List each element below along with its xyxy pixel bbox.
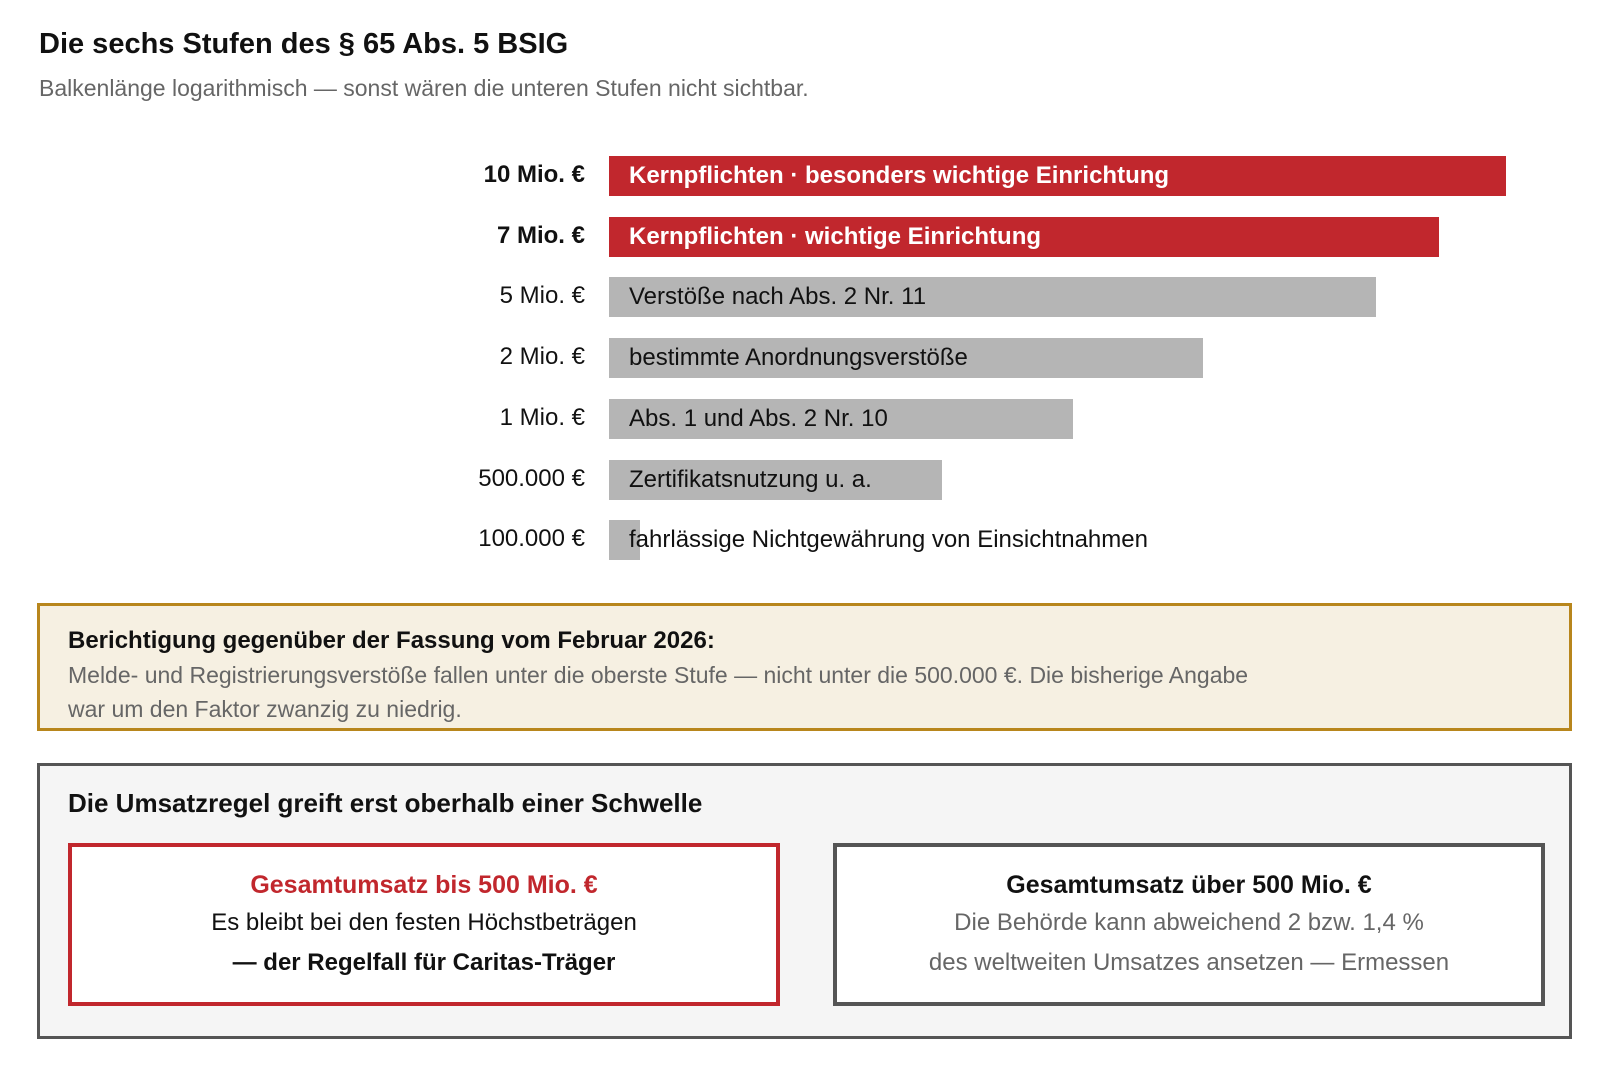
bar-chart (0, 140, 1600, 580)
card-over-500m-heading: Gesamtumsatz über 500 Mio. € (1006, 871, 1372, 899)
card-up-to-500m-heading: Gesamtumsatz bis 500 Mio. € (250, 871, 598, 899)
page-title: Die sechs Stufen des § 65 Abs. 5 BSIG (39, 28, 569, 60)
card-up-to-500m (68, 843, 780, 1006)
bar-data-label: Kernpflichten · wichtige Einrichtung (629, 222, 1042, 250)
bar-data-label: Zertifikatsnutzung u. a. (629, 465, 872, 493)
revenue-rule-panel (37, 763, 1572, 1039)
revenue-rule-title: Die Umsatzregel greift erst oberhalb einer Schwelle (68, 788, 703, 818)
bar-data-label: fahrlässige Nichtgewährung von Einsichtnahmen (629, 526, 1148, 554)
card-up-to-500m-line2: — der Regelfall für Caritas-Träger (232, 949, 616, 976)
card-over-500m (833, 843, 1545, 1006)
correction-note-title: Berichtigung gegenüber der Fassung vom Februar 2026: (68, 627, 715, 654)
bar-data-label: Kernpflichten · besonders wichtige Einrichtung (629, 162, 1170, 189)
card-over-500m-line2: des weltweiten Umsatzes ansetzen — Ermessen (928, 949, 1450, 976)
bar-category-label: 1 Mio. € (499, 403, 585, 431)
bar-category-label: 7 Mio. € (496, 221, 585, 249)
bar-category-label: 500.000 € (478, 464, 585, 492)
correction-note (37, 603, 1572, 731)
bar-category-label: 5 Mio. € (499, 282, 585, 310)
page-subtitle: Balkenlänge logarithmisch — sonst wären die unteren Stufen nicht sichtbar. (39, 75, 809, 101)
bar-data-label: bestimmte Anordnungsverstöße (629, 344, 968, 372)
bar-category-label: 10 Mio. € (483, 161, 585, 188)
bar-category-label: 2 Mio. € (499, 343, 585, 371)
bar-data-label: Abs. 1 und Abs. 2 Nr. 10 (629, 404, 888, 432)
correction-note-body: Melde- und Registrierungsverstöße fallen unter die oberste Stufe — nicht unter die 500.000 €. Die bisherige Angabe war um den Faktor zwanzig zu niedrig. (68, 662, 1249, 722)
card-over-500m-line1: Die Behörde kann abweichend 2 bzw. 1,4 % (954, 909, 1424, 936)
bar-data-label: Verstöße nach Abs. 2 Nr. 11 (629, 283, 927, 311)
card-up-to-500m-line1: Es bleibt bei den festen Höchstbeträgen (211, 909, 637, 936)
bar-category-label: 100.000 € (478, 525, 585, 553)
